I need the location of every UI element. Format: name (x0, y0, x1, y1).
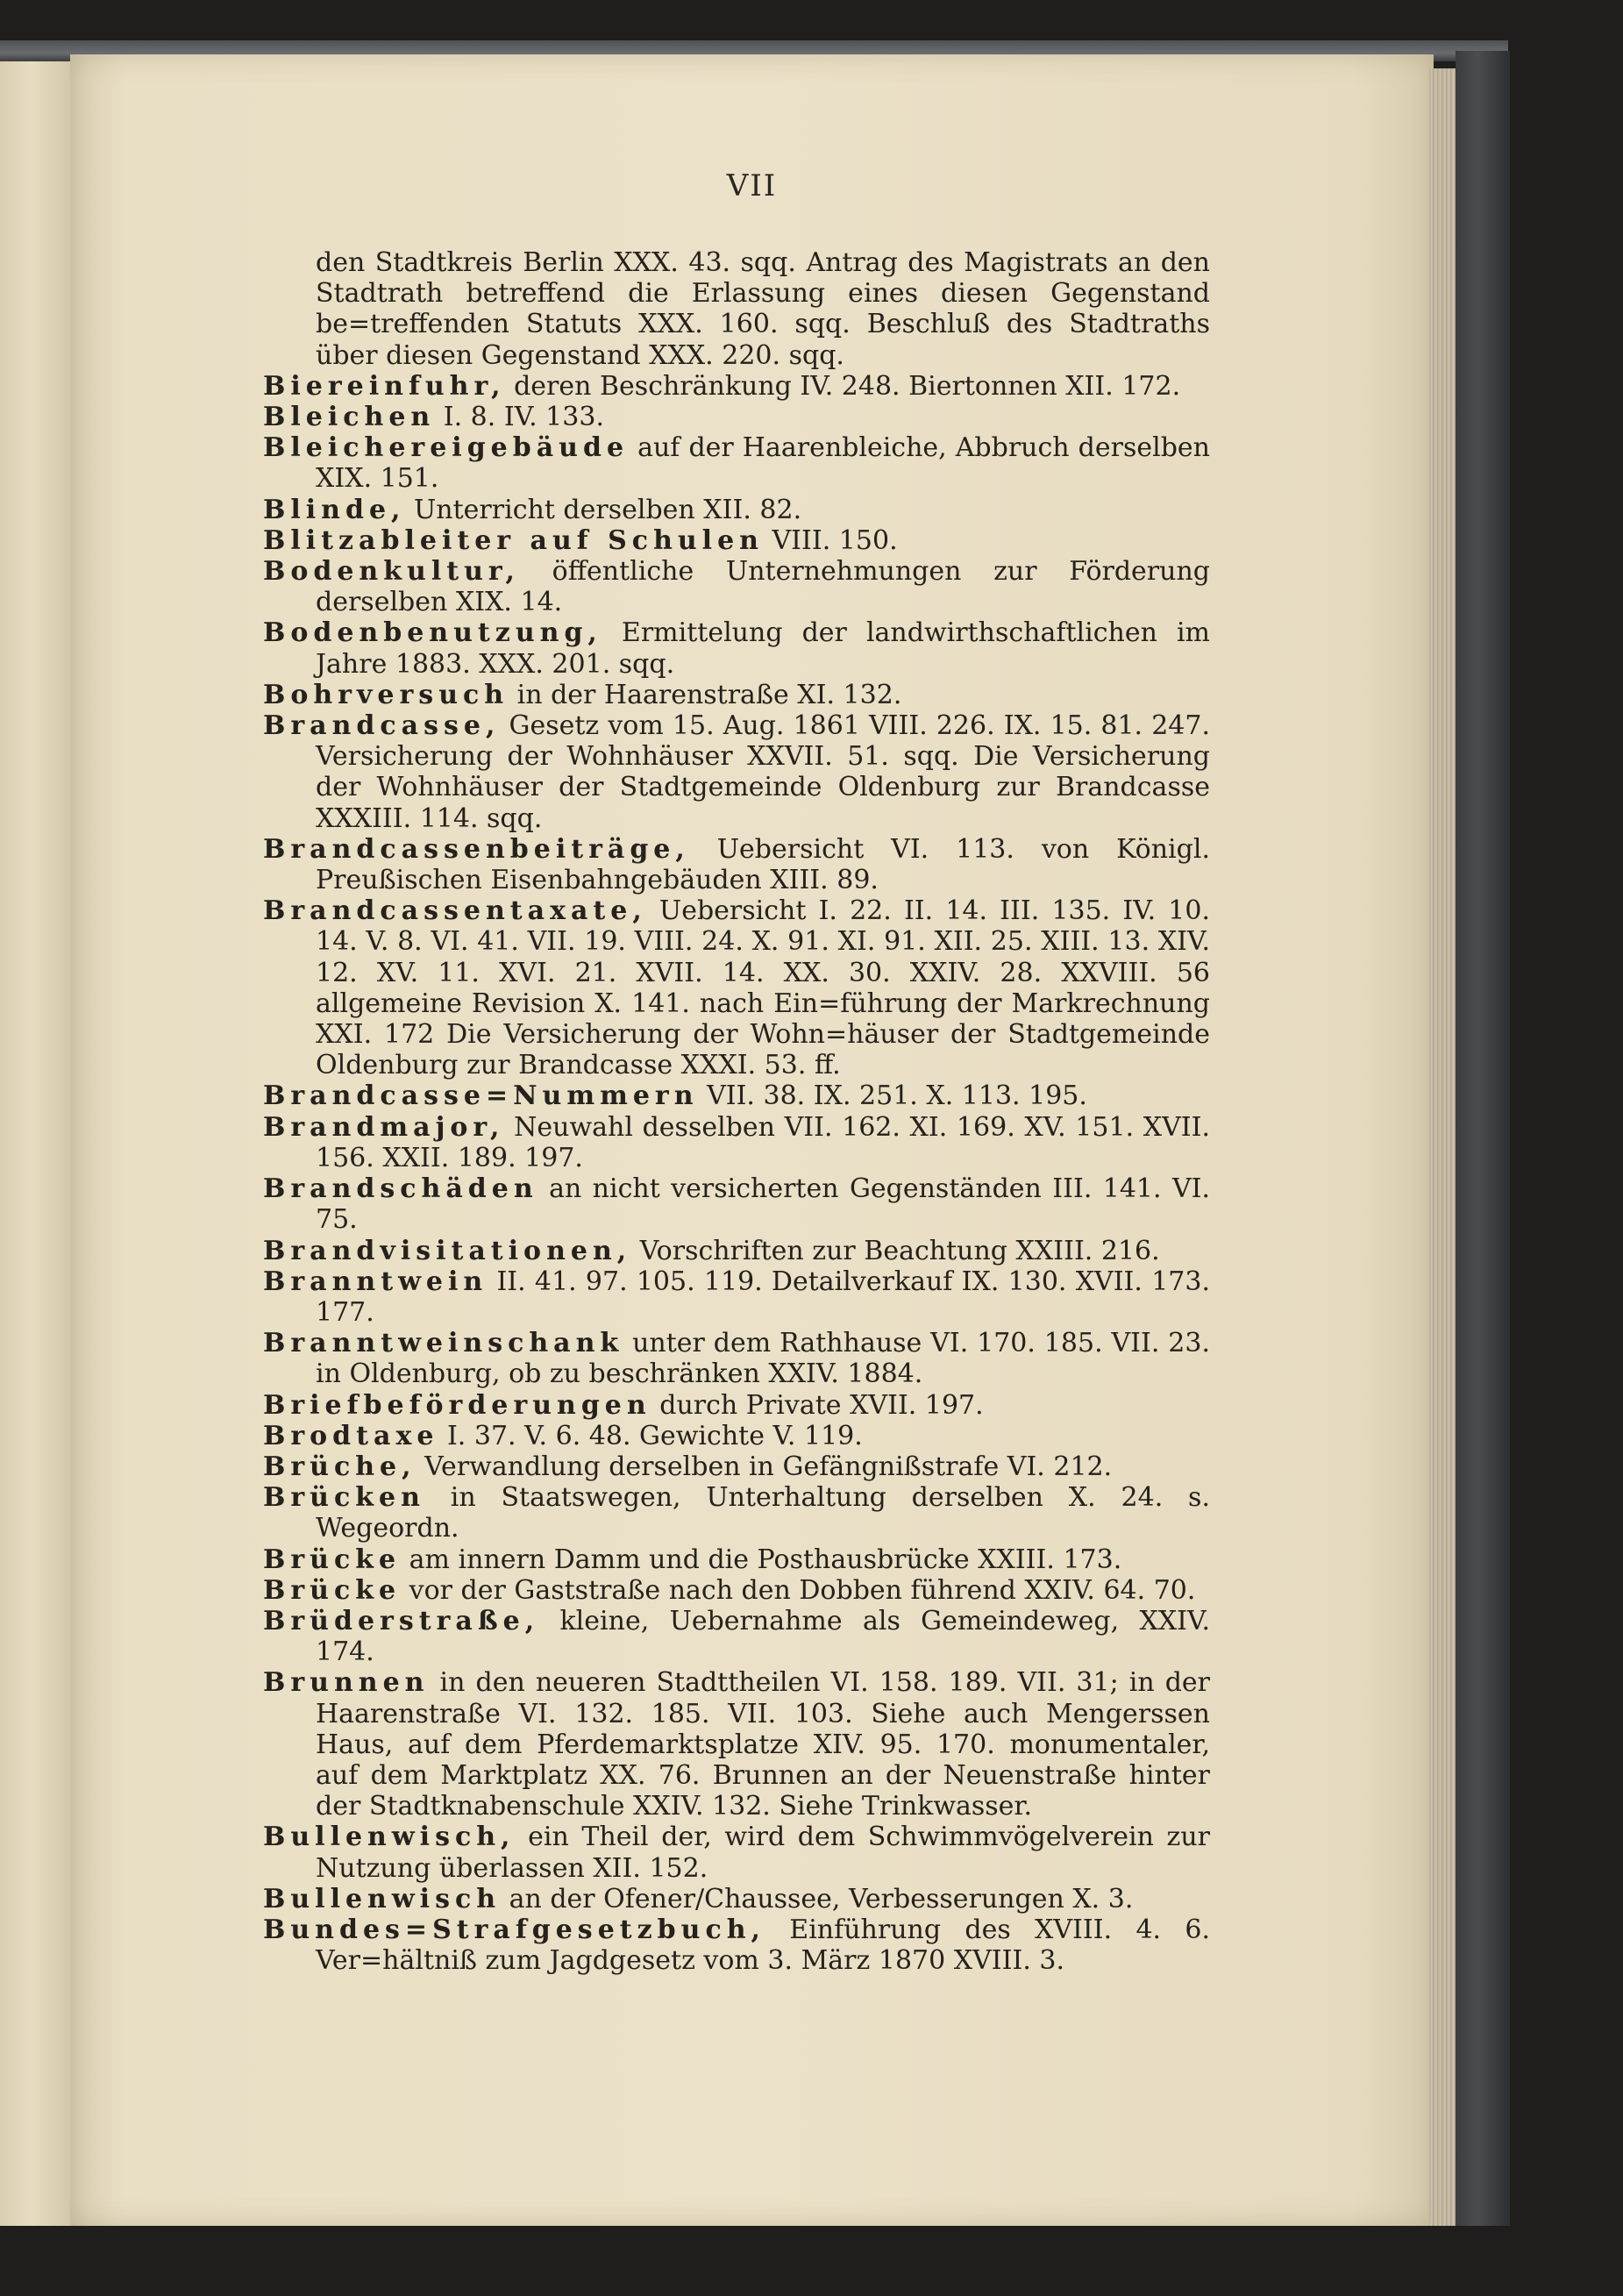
index-entry: Bodenkultur, öffentliche Unternehmungen zur Förderung derselben XIX. 14. (263, 556, 1210, 618)
index-entry: Brandmajor, Neuwahl desselben VII. 162. XI. 169. XV. 151. XVII. 156. XXII. 189. 197. (263, 1111, 1210, 1173)
index-entry: Brandcassenbeiträge, Uebersicht VI. 113. von Königl. Preußischen Eisenbahngebäuden XIII. 89. (263, 833, 1210, 896)
index-entry: Biereinfuhr, deren Beschränkung IV. 248. Biertonnen XII. 172. (263, 370, 1181, 402)
index-entry: Brücke vor der Gaststraße nach den Dobben führend XXIV. 64. 70. (263, 1574, 1196, 1606)
index-entry: Bohrversuch in der Haarenstraße XI. 132. (263, 679, 902, 710)
index-entry: den Stadtkreis Berlin XXX. 43. sqq. Antrag des Magistrats an den Stadtrath betreffend die Erlassung eines diesen Gegenstand be=treffenden Statuts XXX. 160. sqq. Beschluß des Stadtraths über diesen Gegenstand XXX. 220. sqq. (316, 247, 1210, 371)
index-entry: Brandcassentaxate, Uebersicht I. 22. II. 14. III. 135. IV. 10. 14. V. 8. VI. 41. VII. 19. VIII. 24. X. 91. XI. 91. XII. 25. XIII. 13. XIV. 12. XV. 11. XVI. 21. XVII. 14. XX. 30. XXIV. 28. XXVIII. 56 allgemeine Revision X. 141. nach Ein=führung der Markrechnung XXI. 172 Die Versicherung der Wohn=häuser der Stadtgemeinde Oldenburg zur Brandcasse XXXI. 53. ff. (263, 895, 1210, 1081)
index-entry: Brandcasse, Gesetz vom 15. Aug. 1861 VIII. 226. IX. 15. 81. 247. Versicherung der Wohnhäuser XXVII. 51. sqq. Die Versicherung der Wohnhäuser der Stadtgemeinde Oldenburg zur Brandcasse XXXIII. 114. sqq. (263, 710, 1210, 834)
index-entry: Brandcasse=Nummern VII. 38. IX. 251. X. 113. 195. (263, 1080, 1087, 1112)
index-entry: Blinde, Unterricht derselben XII. 82. (263, 494, 802, 525)
index-entry: Bleichereigebäude auf der Haarenbleiche, Abbruch derselben XIX. 151. (263, 432, 1210, 495)
index-entry: Bullenwisch, ein Theil der, wird dem Schwimmvögelverein zur Nutzung überlassen XII. 152. (263, 1822, 1210, 1884)
index-entry: Brücken in Staatswegen, Unterhaltung derselben X. 24. s. Wegeordn. (263, 1482, 1210, 1544)
page-stack-edge (1429, 68, 1456, 2226)
index-entry: Branntwein II. 41. 97. 105. 119. Detailverkauf IX. 130. XVII. 173. 177. (263, 1266, 1210, 1328)
index-entry: Brodtaxe I. 37. V. 6. 48. Gewichte V. 119. (263, 1420, 863, 1451)
index-entry: Brüche, Verwandlung derselben in Gefängnißstrafe VI. 212. (263, 1451, 1113, 1482)
index-entry: Brandvisitationen, Vorschriften zur Beachtung XXIII. 216. (263, 1235, 1160, 1266)
page-number: VII (726, 168, 778, 203)
left-page-edge (0, 42, 81, 2226)
book-cover-right (1456, 51, 1510, 2226)
index-entry: Brüderstraße, kleine, Uebernahme als Gemeindeweg, XXIV. 174. (263, 1605, 1210, 1668)
index-entry: Brücke am innern Damm und die Posthausbrücke XXIII. 173. (263, 1544, 1122, 1575)
index-entries (263, 247, 1210, 1976)
index-entry: Bundes=Strafgesetzbuch, Einführung des XVIII. 4. 6. Ver=hältniß zum Jagdgesetz vom 3. März 1870 XVIII. 3. (263, 1914, 1210, 1977)
index-entry: Branntweinschank unter dem Rathhause VI. 170. 185. VII. 23. in Oldenburg, ob zu beschränken XXIV. 1884. (263, 1328, 1210, 1390)
index-entry: Bullenwisch an der Ofener/Chaussee, Verbesserungen X. 3. (263, 1883, 1134, 1915)
index-entry: Brunnen in den neueren Stadttheilen VI. 158. 189. VII. 31; in der Haarenstraße VI. 132. 185. VII. 103. Siehe auch Mengerssen Haus, auf dem Pferdemarktsplatze XIV. 95. 170. monumentaler, auf dem Marktplatz XX. 76. Brunnen an der Neuenstraße hinter der Stadtknabenschule XXIV. 132. Siehe Trinkwasser. (263, 1667, 1210, 1822)
index-entry: Blitzableiter auf Schulen VIII. 150. (263, 524, 898, 556)
index-entry: Bodenbenutzung, Ermittelung der landwirthschaftlichen im Jahre 1883. XXX. 201. sqq. (263, 617, 1210, 680)
index-entry: Brandschäden an nicht versicherten Gegenständen III. 141. VI. 75. (263, 1173, 1210, 1236)
index-entry: Bleichen I. 8. IV. 133. (263, 402, 604, 433)
index-entry: Briefbeförderungen durch Private XVII. 197. (263, 1389, 984, 1421)
